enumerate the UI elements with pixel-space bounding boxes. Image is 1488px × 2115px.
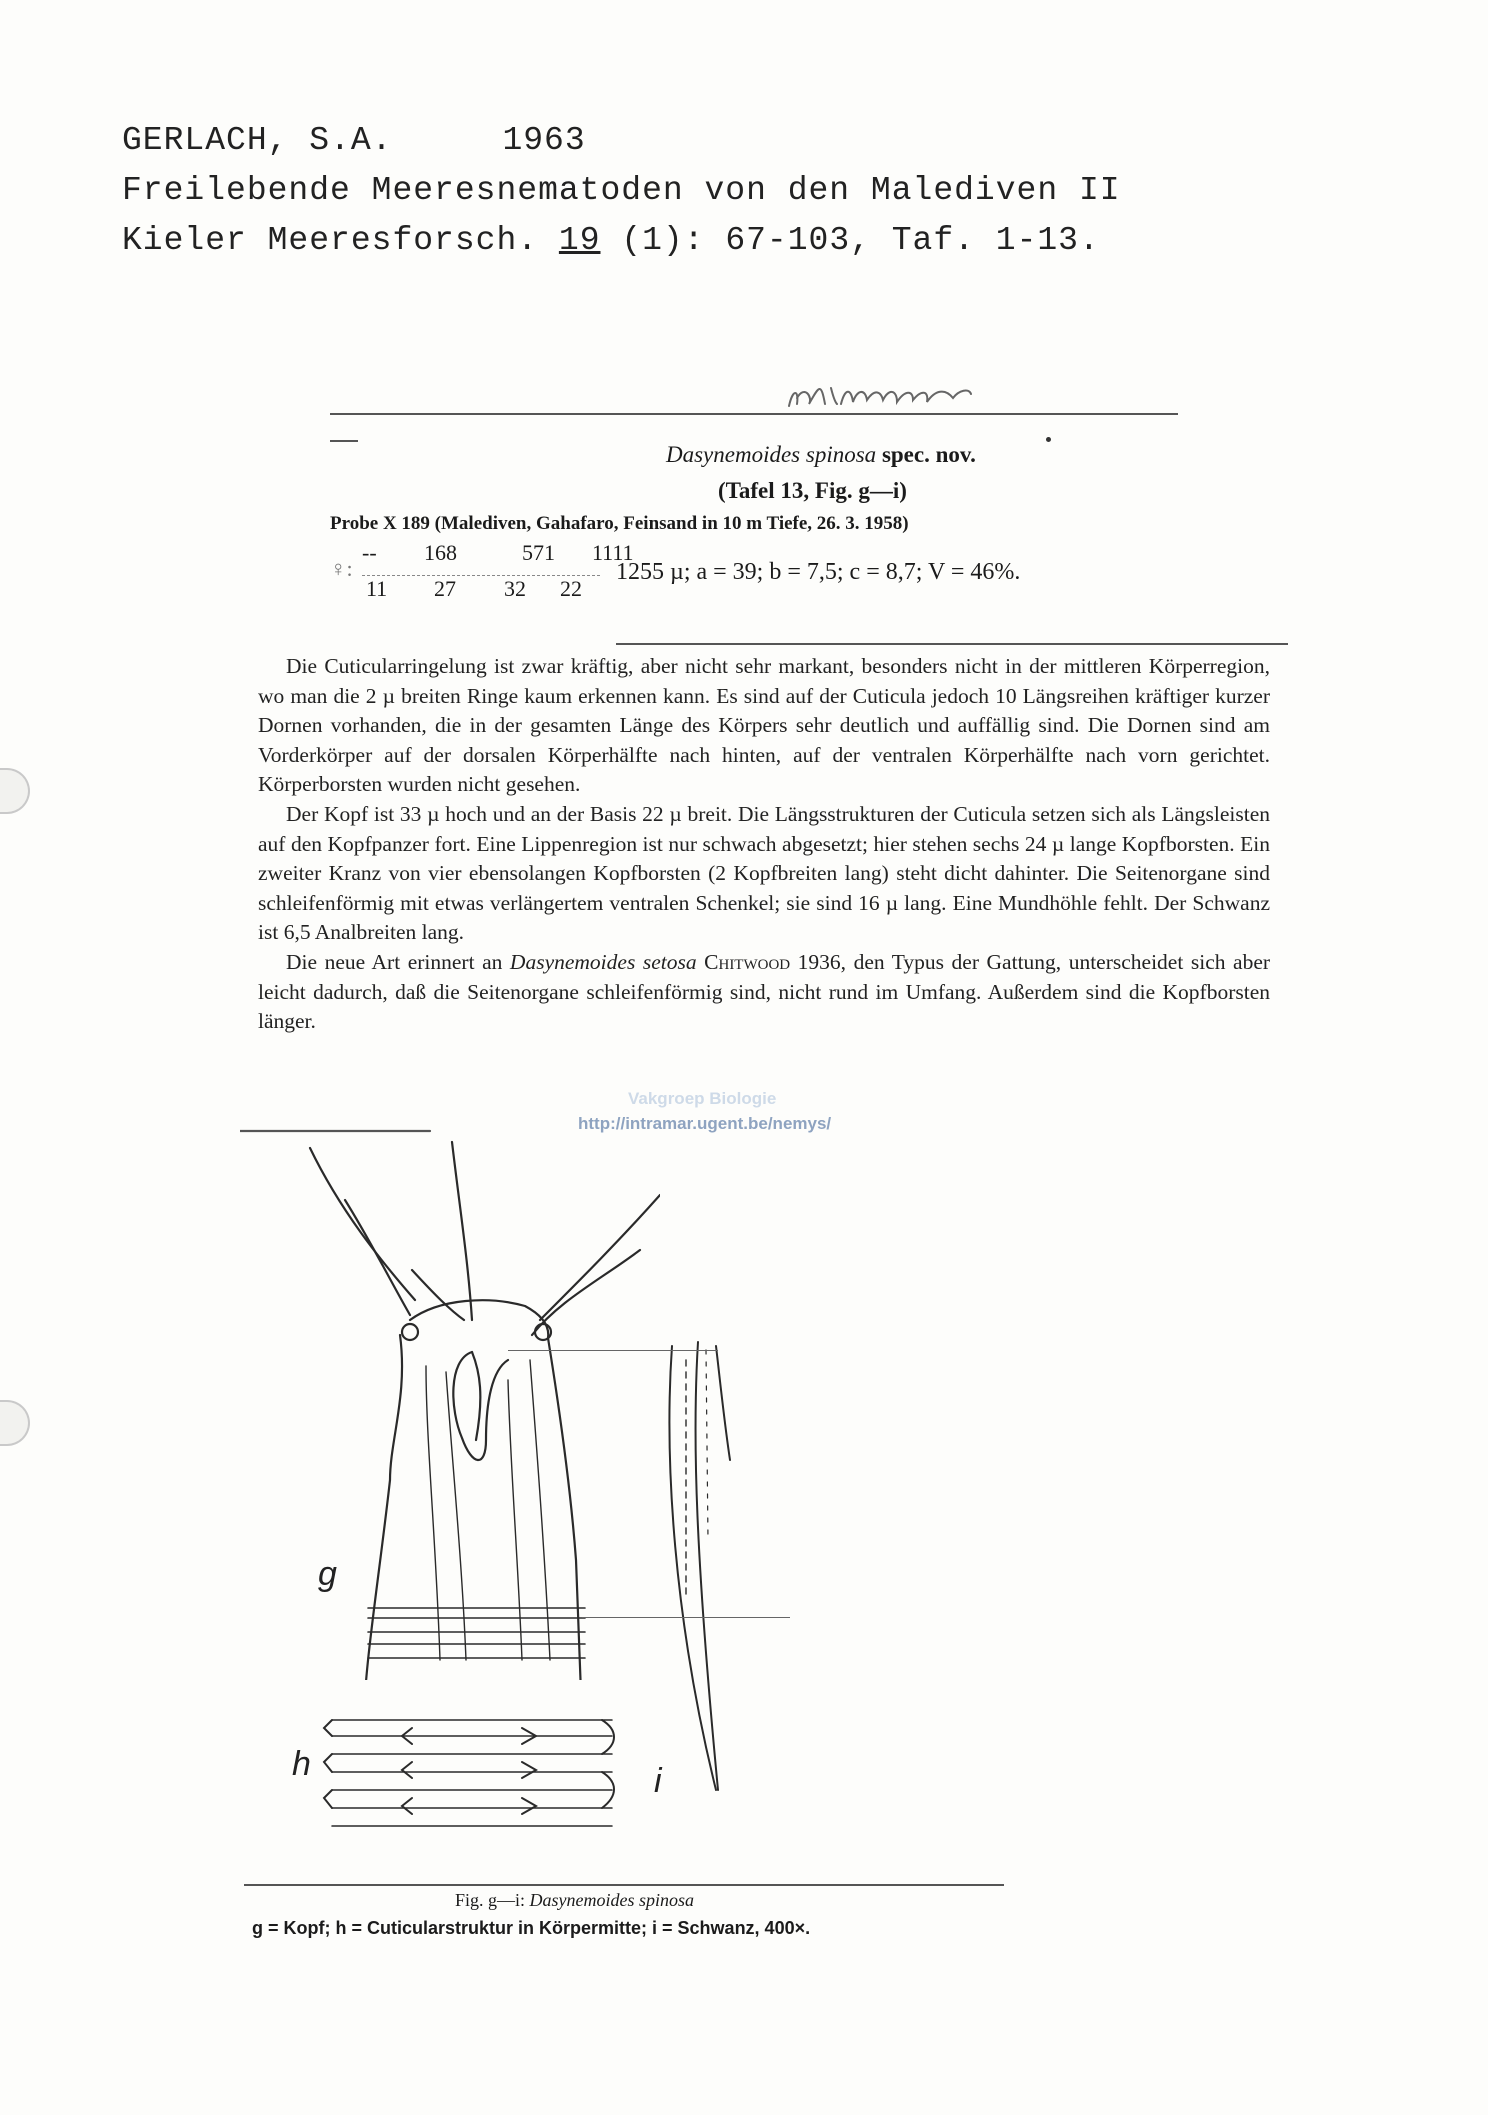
cuticle-rings xyxy=(332,1720,612,1826)
source-url: http://intramar.ugent.be/nemys/ xyxy=(578,1114,832,1133)
measurement-top-row xyxy=(362,540,634,566)
head-cap xyxy=(410,1300,548,1338)
measure-top-2: 168 xyxy=(424,540,457,565)
caption-species: Dasynemoides spinosa xyxy=(529,1890,695,1910)
figure-g-head-drawing xyxy=(240,1120,660,1680)
cuticle-spines-left xyxy=(324,1720,332,1808)
tail-body-edge xyxy=(716,1346,730,1460)
header-rule-short xyxy=(330,440,358,442)
handwritten-note-drawing xyxy=(785,368,975,414)
figure-i-tail-drawing xyxy=(650,1340,750,1800)
cephalic-seta-1 xyxy=(310,1148,415,1300)
measure-top-1: -- xyxy=(362,540,377,565)
measure-bottom-3: 32 xyxy=(504,576,526,601)
species-name: Dasynemoides spinosa xyxy=(666,442,877,467)
comparison-rest: , den Typus der Gattung, unterscheidet sich aber leicht dadurch, daß die Seitenorgane schleifenförmig sind, nicht rund im Umfang. Außerdem sind die Kopfborsten länger. xyxy=(258,949,1271,1034)
sample-info: Probe X 189 (Malediven, Gahafaro, Feinsand in 10 m Tiefe, 26. 3. 1958) xyxy=(330,513,909,534)
measurement-bottom-row xyxy=(366,576,582,602)
figure-caption-legend: g = Kopf; h = Cuticularstruktur in Körpermitte; i = Schwanz, 400×. xyxy=(252,1918,811,1938)
cephalic-seta-2 xyxy=(345,1200,410,1315)
figure-label-g: g xyxy=(318,1555,337,1593)
cuticle-edge-right xyxy=(602,1720,614,1808)
measure-bottom-4: 22 xyxy=(560,576,582,601)
cephalic-seta-3 xyxy=(452,1142,472,1320)
handwritten-note-text: spinosus xyxy=(785,368,790,369)
cephalic-seta-6 xyxy=(532,1250,640,1335)
figure-label-i: i xyxy=(654,1762,662,1800)
caption-prefix: Fig. g—i: xyxy=(455,1890,526,1910)
measure-bottom-2: 27 xyxy=(434,576,456,601)
sex-symbol: ♀: xyxy=(330,556,353,581)
measure-top-3: 571 xyxy=(522,540,555,565)
punch-hole-top xyxy=(0,768,30,814)
head-outline-right xyxy=(548,1338,582,1680)
head-outline-left xyxy=(364,1335,402,1680)
comparison-prefix: Die neue Art erinnert an xyxy=(286,949,503,974)
tail-outline-outer xyxy=(669,1346,716,1790)
watermark-text: Vakgroep Biologie xyxy=(628,1089,777,1108)
cephalic-seta-5 xyxy=(540,1195,660,1320)
comparison-paragraph xyxy=(258,948,1270,1037)
reference-author: GERLACH, S.A. xyxy=(122,122,393,159)
stray-dot xyxy=(1046,437,1051,442)
measurement-summary: 1255 µ; a = 39; b = 7,5; c = 8,7; V = 46%. xyxy=(616,559,1021,585)
description-paragraph-2: Der Kopf ist 33 µ hoch und an der Basis 22 µ breit. Die Längsstrukturen der Cuticula setzen sich als Längsleisten auf den Kopfpanzer fort. Eine Lippenregion ist nur schwach abgesetzt; hier stehen sechs 24 µ lange Kopfborsten. Ein zweiter Kranz von vier ebensolangen Kopfborsten (2 Kopfbreiten lang) steht dicht dahinter. Die Seitenorgane sind schleifenförmig mit etwas verlängertem ventralen Schenkel; sie sind 16 µ lang. Eine Mundhöhle fehlt. Der Schwanz ist 6,5 Analbreiten lang. xyxy=(258,801,1270,945)
reference-line-3 xyxy=(122,222,1100,259)
figure-h-cuticle-drawing xyxy=(322,1710,622,1850)
comparison-authority: Chitwood 1936 xyxy=(704,949,841,974)
species-suffix: spec. nov. xyxy=(881,442,976,467)
comparison-species: Dasynemoides setosa xyxy=(509,949,697,974)
longitudinal-ridge-4 xyxy=(530,1360,550,1660)
reference-title: Freilebende Meeresnematoden von den Malediven II xyxy=(122,172,1121,209)
reference-year: 1963 xyxy=(502,122,586,159)
reference-line-1 xyxy=(122,122,586,159)
description-body xyxy=(258,652,1270,1037)
seta-socket-left xyxy=(402,1324,418,1340)
reference-journal: Kieler Meeresforsch. xyxy=(122,222,539,259)
caption-rule xyxy=(244,1884,1004,1886)
tail-outline-inner xyxy=(695,1342,718,1790)
annulation-lines xyxy=(368,1608,585,1658)
measure-top-4: 1111 xyxy=(592,540,634,565)
measure-bottom-1: 11 xyxy=(366,576,388,601)
cephalic-seta-4 xyxy=(412,1270,464,1320)
figure-leader-line-2 xyxy=(582,1617,790,1618)
species-title xyxy=(666,442,976,468)
cuticle-spines-middle xyxy=(402,1728,412,1814)
cuticle-spines-right xyxy=(522,1728,536,1814)
reference-pages: (1): 67-103, Taf. 1-13. xyxy=(621,222,1100,259)
header-rule-top xyxy=(330,413,1178,415)
figure-leader-line-1 xyxy=(508,1350,718,1351)
figure-label-h: h xyxy=(292,1745,311,1783)
reference-volume: 19 xyxy=(558,222,601,259)
tail-spine-row-2 xyxy=(706,1350,708,1540)
species-plate: (Tafel 13, Fig. g—i) xyxy=(718,478,907,503)
description-paragraph-1: Die Cuticularringelung ist zwar kräftig, aber nicht sehr markant, besonders nicht in der mittleren Körperregion, wo man die 2 µ breiten Ringe kaum erkennen kann. Es sind auf der Cuticula jedoch 10 Längsreihen kräftiger kurzer Dornen vorhanden, die in der gesamten Länge des Körpers sehr deutlich und auffällig sind. Die Dornen sind am Vorderkörper auf der dorsalen Körperhälfte nach hinten, auf der ventralen Körperhälfte nach vorn gerichtet. Körperborsten wurden nicht gesehen. xyxy=(258,654,1270,797)
longitudinal-ridge-1 xyxy=(426,1366,440,1660)
header-rule-bottom xyxy=(616,643,1288,645)
amphid-inner xyxy=(472,1352,480,1440)
figure-caption-title xyxy=(455,1890,694,1911)
punch-hole-bottom xyxy=(0,1400,30,1446)
